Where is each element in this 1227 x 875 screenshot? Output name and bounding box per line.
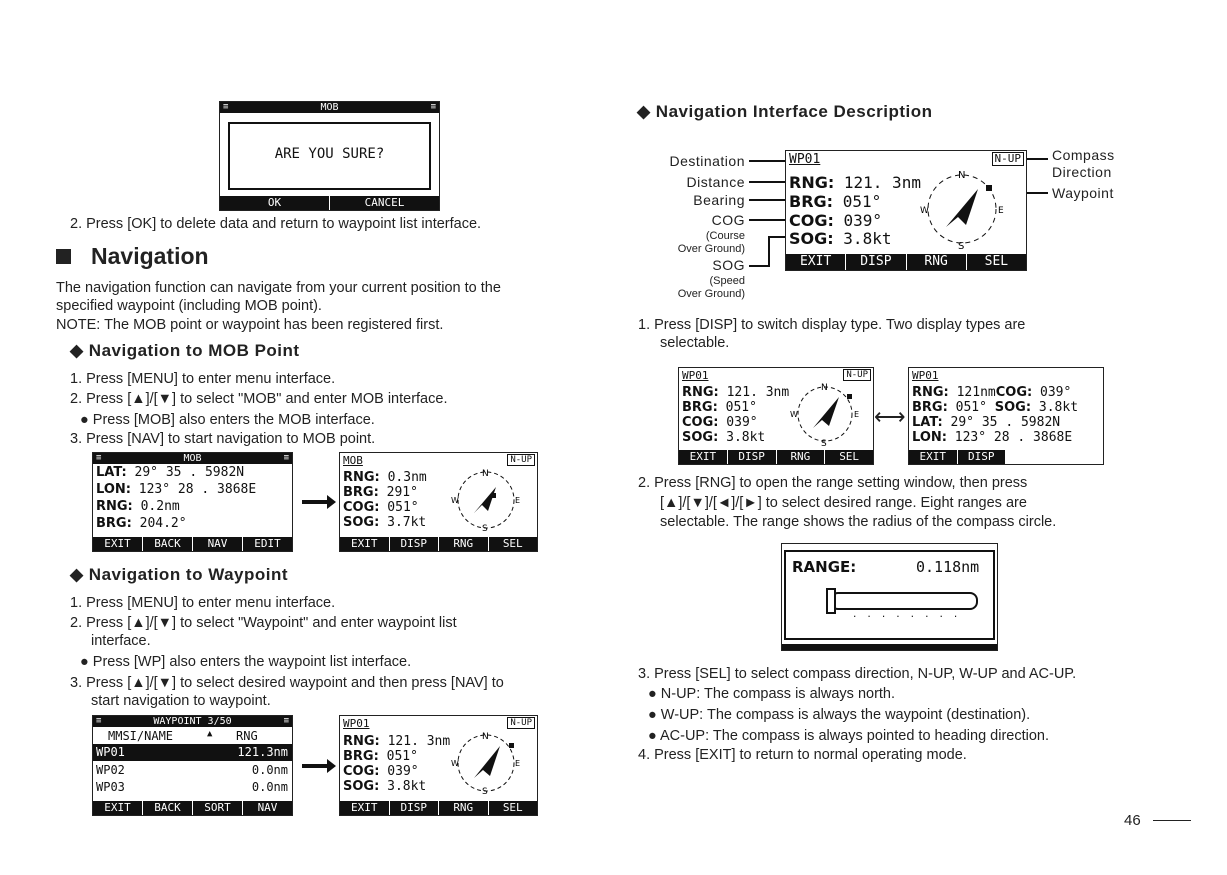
rng-cog-row: RNG: 121nmCOG: 039° [912, 385, 1072, 400]
r-step-2-cont-1: [▲]/[▼]/[◄]/[►] to select desired range. Eight ranges are [660, 495, 1027, 511]
svg-text:E: E [998, 206, 1004, 216]
heading-square-icon [56, 249, 71, 264]
softkey-disp[interactable]: DISP [957, 450, 1006, 464]
label-waypoint: Waypoint [1052, 185, 1114, 201]
softkey-bar [340, 801, 537, 815]
softkey-sort[interactable]: SORT [192, 801, 242, 815]
brg-sog-row: BRG: 051° SOG: 3.8kt [912, 400, 1079, 415]
screen-title: MOB [183, 453, 202, 464]
softkey-back[interactable]: BACK [142, 801, 192, 815]
arrow-right-icon [302, 500, 328, 504]
wp-step-2: 2. Press [▲]/[▼] to select "Waypoint" and enter waypoint list [70, 615, 457, 631]
softkey-bar [340, 537, 537, 551]
range-label: RANGE: [792, 558, 857, 576]
pointer-line [768, 236, 785, 238]
softkey-edit[interactable]: EDIT [242, 537, 292, 551]
sog-row: SOG: 3.8kt [682, 430, 766, 445]
softkey-rng[interactable]: RNG [438, 801, 488, 815]
compass-mode: N-UP [992, 152, 1025, 166]
label-compass: Compass [1052, 147, 1115, 163]
r-step-2-cont-2: selectable. The range shows the radius of the compass circle. [660, 514, 1057, 530]
softkey-sel[interactable]: SEL [824, 450, 873, 464]
diamond-icon: ◆ [70, 565, 89, 584]
svg-text:E: E [515, 496, 521, 505]
svg-text:S: S [482, 524, 488, 534]
screen-title: WAYPOINT 3/50 [153, 716, 232, 727]
svg-text:S: S [482, 787, 488, 797]
label-distance: Distance [686, 174, 745, 190]
brg-row: BRG: 051° [789, 192, 882, 211]
r-bullet-wup: ● W-UP: The compass is always the waypoint (destination). [648, 707, 1031, 723]
pointer-line [749, 265, 770, 267]
page-rule [1153, 820, 1191, 821]
softkey-rng[interactable]: RNG [438, 537, 488, 551]
wp-step-3-cont: start navigation to waypoint. [91, 693, 271, 709]
page-number: 46 [1124, 812, 1141, 829]
softkey-bar [93, 537, 292, 551]
svg-text:W: W [790, 410, 798, 419]
compass-mode: N-UP [507, 454, 535, 466]
display-type-2-screen [908, 367, 1104, 465]
r-step-4: 4. Press [EXIT] to return to normal operating mode. [638, 747, 967, 763]
pointer-line [1024, 158, 1048, 160]
label-destination: Destination [669, 153, 745, 169]
mob-info-screen [92, 452, 293, 552]
svg-text:S: S [958, 241, 965, 251]
lat-row: LAT: 29° 35 . 5982N [912, 415, 1061, 430]
pointer-line [768, 236, 770, 266]
brg-row: BRG: 051° [343, 749, 418, 764]
sog-row: SOG: 3.8kt [789, 229, 892, 248]
softkey-bar [782, 644, 997, 650]
softkey-nav[interactable]: NAV [192, 537, 242, 551]
list-item[interactable]: WP01 121.3nm [93, 745, 292, 761]
softkey-bar [786, 254, 1026, 270]
softkey-bar [93, 801, 292, 815]
softkey-sel[interactable]: SEL [488, 801, 538, 815]
range-screen [781, 543, 998, 651]
svg-text:N: N [821, 383, 828, 393]
softkey-disp[interactable]: DISP [389, 537, 439, 551]
diamond-icon: ◆ [70, 341, 89, 360]
softkey-rng[interactable]: RNG [906, 254, 966, 270]
mob-nav-screen [339, 452, 538, 552]
pointer-line [749, 199, 785, 201]
softkey-sel[interactable]: SEL [488, 537, 538, 551]
wp-step-3: 3. Press [▲]/[▼] to select desired waypoint and then press [NAV] to [70, 675, 504, 691]
main-nav-screen [785, 150, 1027, 271]
softkey-sel[interactable]: SEL [966, 254, 1026, 270]
label-bearing: Bearing [693, 192, 745, 208]
softkey-ok[interactable]: OK [267, 196, 282, 209]
softkey-exit[interactable]: EXIT [689, 450, 717, 463]
desc-heading: ◆ Navigation Interface Description [637, 102, 933, 121]
arrow-right-icon [302, 764, 328, 768]
sog-row: SOG: 3.8kt [343, 779, 427, 794]
lon-row: LON: 123° 28 . 3868E [912, 430, 1073, 445]
wp-nav-screen [339, 715, 538, 816]
softkey-disp[interactable]: DISP [727, 450, 776, 464]
svg-text:W: W [920, 206, 929, 216]
mob-step-1: 1. Press [MENU] to enter menu interface. [70, 371, 336, 387]
softkey-exit[interactable]: EXIT [799, 254, 832, 269]
screen-header: ≡ MOB ≡ [93, 453, 292, 464]
compass-mode: N-UP [843, 369, 871, 381]
range-slider[interactable] [830, 592, 978, 610]
softkey-bar [220, 196, 439, 210]
rng-row: RNG: 121. 3nm [789, 173, 921, 192]
cog-row: COG: 039° [343, 764, 419, 779]
softkey-bar [679, 450, 873, 464]
sog-row: SOG: 3.7kt [343, 515, 427, 530]
col-rng[interactable]: RNG [236, 729, 258, 743]
svg-text:E: E [854, 410, 860, 419]
wp-step-bullet: ● Press [WP] also enters the waypoint list interface. [80, 654, 412, 670]
intro-line-2: specified waypoint (including MOB point). [56, 298, 322, 314]
softkey-disp[interactable]: DISP [845, 254, 905, 270]
rng-row: RNG: 0.2nm [96, 499, 180, 514]
wp-heading: ◆ Navigation to Waypoint [70, 565, 289, 584]
softkey-exit[interactable]: EXIT [351, 801, 378, 814]
softkey-exit[interactable]: EXIT [919, 450, 946, 463]
softkey-rng[interactable]: RNG [776, 450, 825, 464]
screen-title: MOB [320, 102, 339, 113]
diamond-icon: ◆ [637, 102, 656, 121]
pointer-line [749, 160, 785, 162]
screen-header: ≡ MOB ≡ [220, 102, 439, 113]
compass-icon [787, 380, 863, 448]
rng-row: RNG: 0.3nm [343, 470, 427, 485]
r-bullet-nup: ● N-UP: The compass is always north. [648, 686, 896, 702]
brg-row: BRG: 204.2° [96, 516, 187, 531]
wp-step-2-cont: interface. [91, 633, 151, 649]
svg-text:W: W [451, 759, 459, 768]
svg-text:N: N [482, 469, 489, 479]
compass-icon [448, 728, 524, 798]
nav-note: NOTE: The MOB point or waypoint has been registered first. [56, 317, 444, 333]
softkey-cancel[interactable]: CANCEL [329, 196, 439, 210]
mob-step-2: 2. Press [▲]/[▼] to select "MOB" and enter MOB interface. [70, 391, 448, 407]
mob-step-3: 3. Press [NAV] to start navigation to MOB point. [70, 431, 376, 447]
section-heading: Navigation [91, 243, 209, 269]
softkey-nav[interactable]: NAV [242, 801, 292, 815]
pointer-line [749, 181, 785, 183]
label-sog-sub-2: Over Ground) [677, 288, 745, 300]
softkey-exit[interactable]: EXIT [351, 537, 378, 550]
compass-mode: N-UP [507, 717, 535, 729]
waypoint-name: MOB [343, 454, 363, 467]
label-cog: COG [711, 212, 745, 228]
brg-row: BRG: 051° [682, 400, 757, 415]
waypoint-name: WP01 [682, 369, 709, 382]
range-slider-handle[interactable] [826, 588, 836, 614]
label-cog-sub-2: Over Ground) [677, 243, 745, 255]
label-sog: SOG [712, 257, 745, 273]
wp-step-1: 1. Press [MENU] to enter menu interface. [70, 595, 336, 611]
softkey-exit[interactable]: EXIT [104, 801, 131, 814]
svg-text:W: W [451, 496, 459, 505]
screen-header: ≡ WAYPOINT 3/50 ≡ [93, 716, 292, 727]
range-ticks: ........ [852, 610, 968, 620]
list-header [93, 729, 292, 745]
intro-line-1: The navigation function can navigate from your current position to the [56, 280, 501, 296]
double-arrow-icon: ⟷ [874, 404, 906, 429]
r-step-1: 1. Press [DISP] to switch display type. Two display types are [638, 317, 1026, 333]
step-delete: 2. Press [OK] to delete data and return to waypoint list interface. [70, 216, 482, 232]
mob-step-bullet: ● Press [MOB] also enters the MOB interface. [80, 412, 375, 428]
list-item[interactable]: WP03 0.0nm [96, 780, 288, 794]
svg-text:E: E [515, 759, 521, 768]
svg-text:N: N [958, 170, 966, 181]
brg-row: BRG: 291° [343, 485, 418, 500]
lat-row: LAT: 29° 35 . 5982N [96, 465, 245, 480]
svg-text:S: S [821, 439, 827, 448]
rng-row: RNG: 121. 3nm [343, 734, 451, 749]
sort-up-icon: ▲ [207, 729, 213, 739]
waypoint-name: WP01 [343, 717, 370, 730]
softkey-disp[interactable]: DISP [389, 801, 439, 815]
r-step-1-cont: selectable. [660, 335, 730, 351]
mob-confirm-screen [219, 101, 440, 211]
compass-icon [916, 165, 1008, 251]
waypoint-list-screen [92, 715, 293, 816]
rng-row: RNG: 121. 3nm [682, 385, 790, 400]
r-step-3: 3. Press [SEL] to select compass direction, N-UP, W-UP and AC-UP. [638, 666, 1077, 682]
label-direction: Direction [1052, 164, 1112, 180]
dialog-question: ARE YOU SURE? [274, 146, 385, 162]
cog-row: COG: 039° [682, 415, 758, 430]
compass-icon [448, 465, 524, 535]
softkey-back[interactable]: BACK [142, 537, 192, 551]
cog-row: COG: 051° [343, 500, 419, 515]
cog-row: COG: 039° [789, 211, 883, 230]
lon-row: LON: 123° 28 . 3868E [96, 482, 257, 497]
range-value: 0.118nm [916, 558, 980, 576]
pointer-line [749, 219, 785, 221]
mob-heading: ◆ Navigation to MOB Point [70, 341, 300, 360]
display-type-1-screen [678, 367, 874, 465]
label-cog-sub-1: (Course [705, 230, 745, 242]
softkey-exit[interactable]: EXIT [104, 537, 131, 550]
r-step-2: 2. Press [RNG] to open the range setting window, then press [638, 475, 1028, 491]
waypoint-name: WP01 [912, 369, 939, 382]
softkey-bar [909, 450, 1005, 464]
svg-text:N: N [482, 732, 489, 742]
col-name[interactable]: MMSI/NAME [108, 729, 174, 743]
r-bullet-acup: ● AC-UP: The compass is always pointed to heading direction. [648, 728, 1050, 744]
waypoint-name: WP01 [789, 152, 821, 167]
list-item[interactable]: WP02 0.0nm [96, 763, 288, 777]
label-sog-sub-1: (Speed [709, 275, 745, 287]
